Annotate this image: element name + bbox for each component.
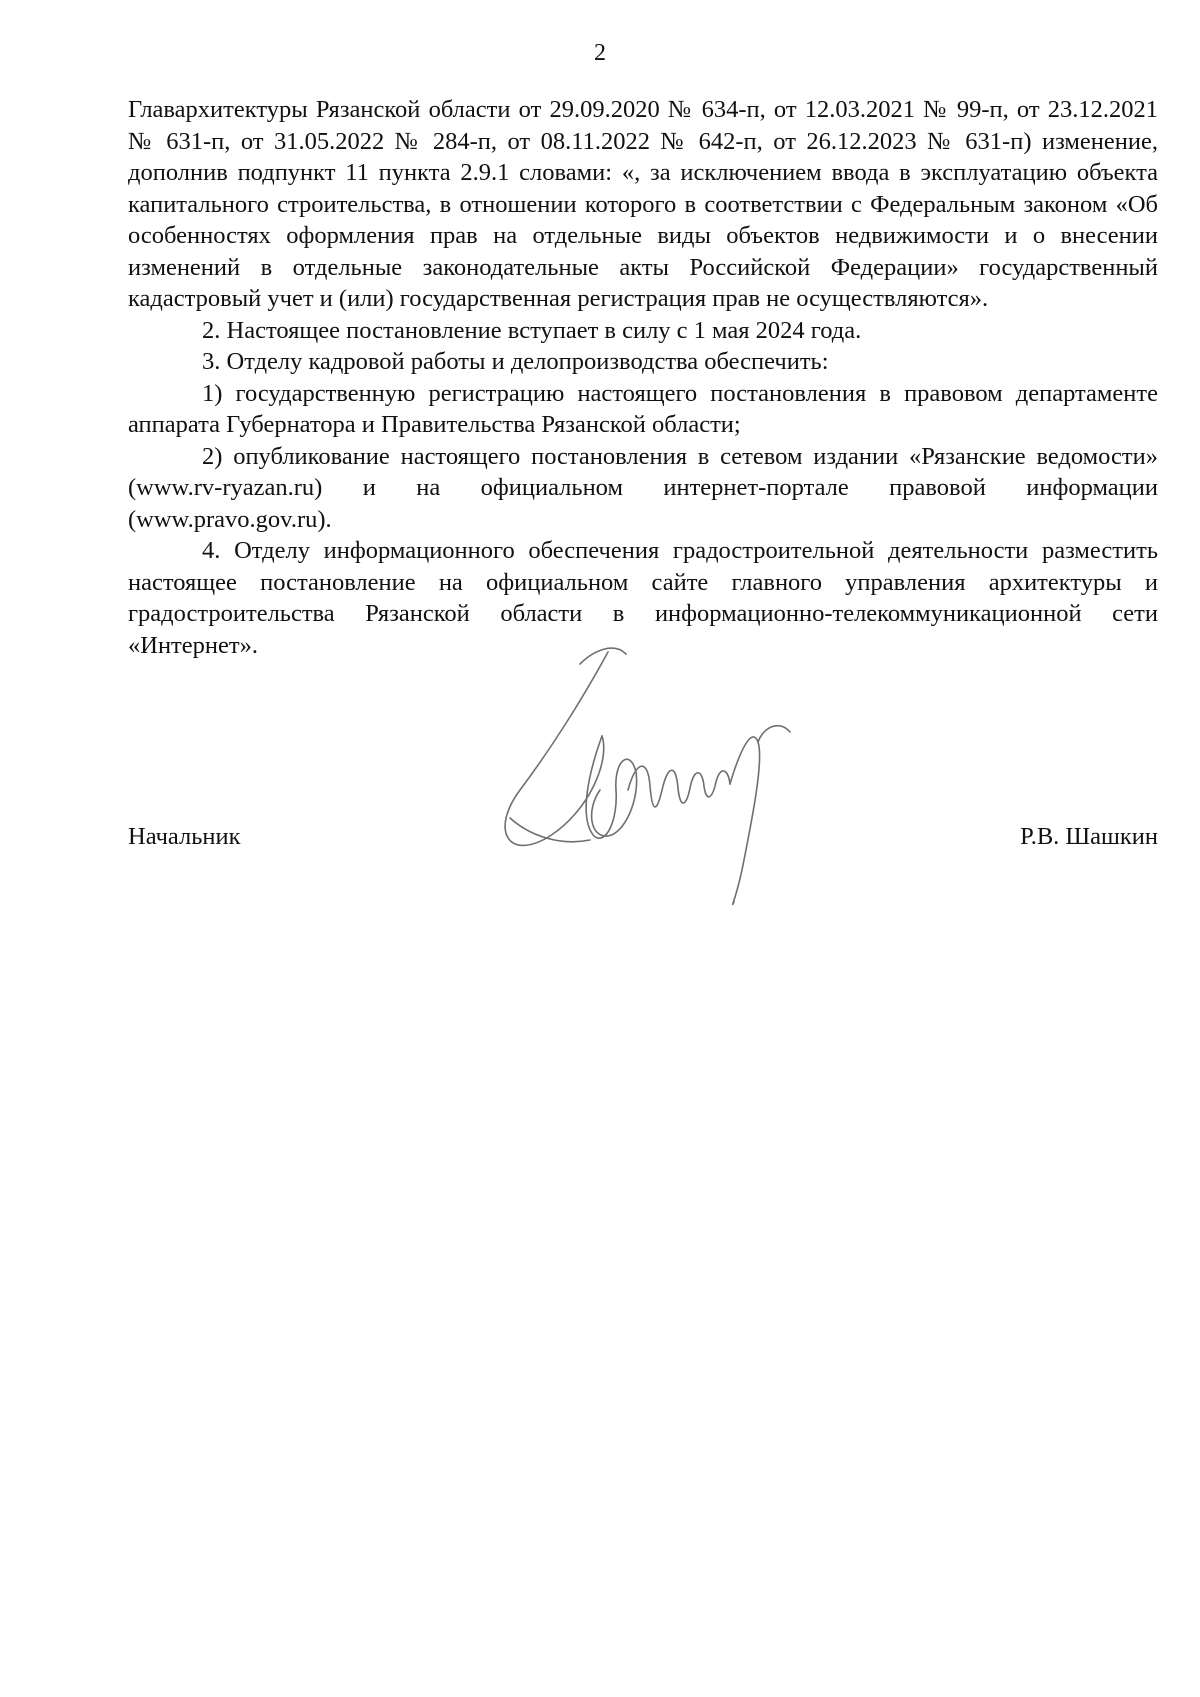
signatory-name: Р.В. Шашкин	[1020, 823, 1158, 850]
paragraph-item-3-1: 1) государственную регистрацию настоящего постановления в правовом департаменте аппарата Губернатора и Правительства Рязанской области;	[128, 379, 1158, 438]
document-body	[128, 94, 1158, 661]
handwritten-signature	[490, 640, 830, 930]
paragraph-item-3: 3. Отделу кадровой работы и делопроизводства обеспечить:	[202, 348, 829, 375]
paragraph-item-3-2: 2) опубликование настоящего постановления в сетевом издании «Рязанские ведомости» (www.rv-ryazan.ru) и на официальном интернет-портале правовой информации (www.pravo.gov.ru).	[128, 442, 1158, 533]
paragraph-item-4: 4. Отделу информационного обеспечения градостроительной деятельности разместить настоящее постановление на официальном сайте главного управления архитектуры и градостроительства Рязанской области в информационно-телекоммуникационной сети «Интернет».	[128, 537, 1158, 659]
paragraph-item-2: 2. Настоящее постановление вступает в силу с 1 мая 2024 года.	[202, 316, 862, 344]
paragraph-continuation: Главархитектуры Рязанской области от 29.09.2020 № 634-п, от 12.03.2021 № 99-п, от 23.12.2021 № 631-п, от 31.05.2022 № 284-п, от 08.11.2022 № 642-п, от 26.12.2023 № 631-п) изменение, дополнив подпункт 11 пункта 2.9.1 словами: «, за исключением ввода в эксплуатацию объекта капитального строительства, в отношении которого в соответствии с Федеральным законом «Об особенностях оформления прав на отдельные виды объектов недвижимости и о внесении изменений в отдельные законодательные акты Российской Федерации» государственный кадастровый учет и (или) государственная регистрация прав не осуществляются».	[128, 96, 1158, 312]
page-number: 2	[594, 40, 606, 66]
signatory-position: Начальник	[128, 823, 241, 850]
